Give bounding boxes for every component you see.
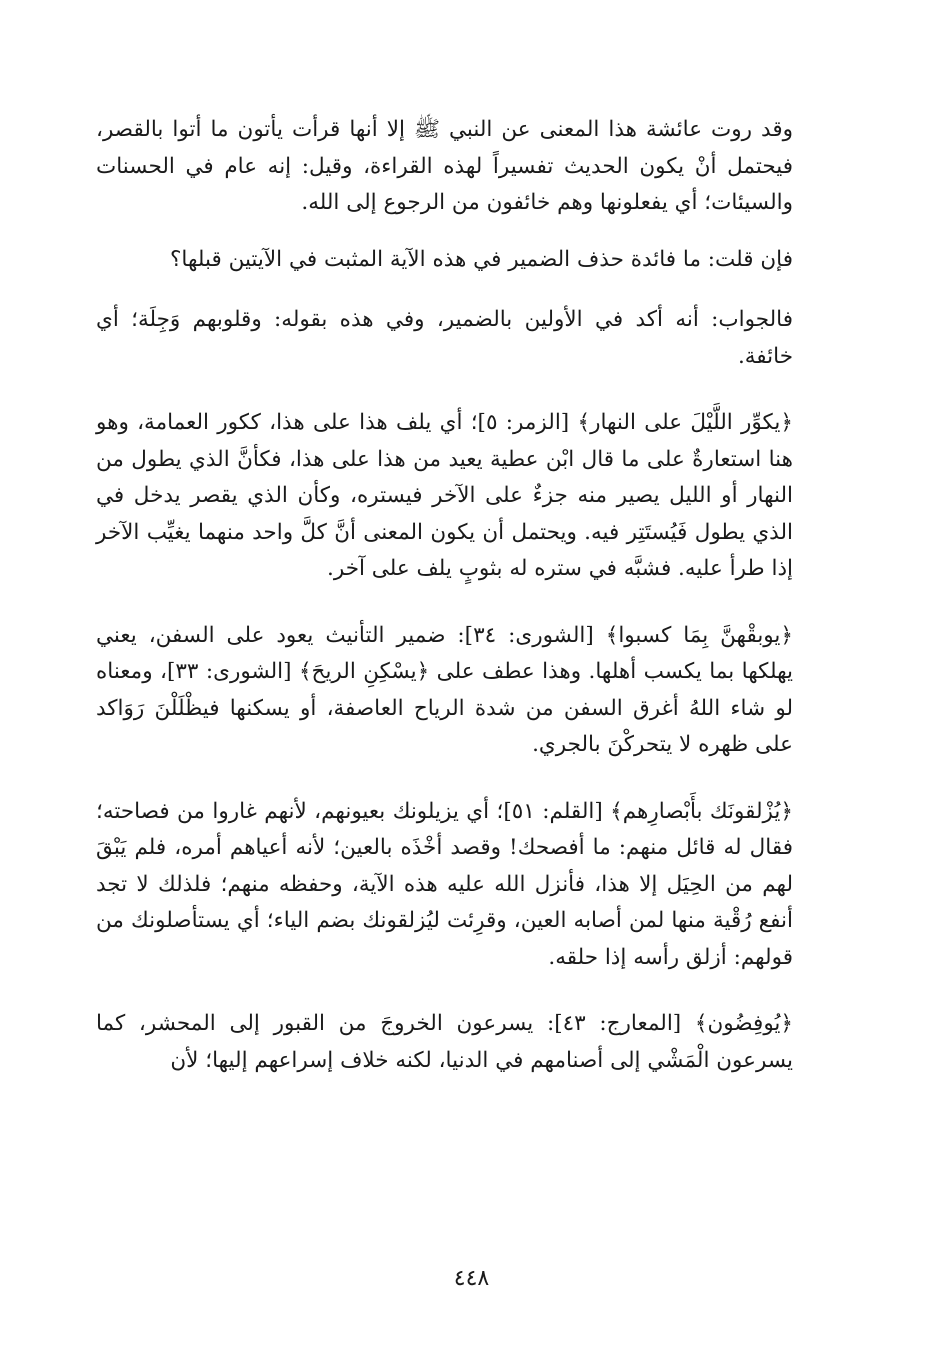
paragraph-yubiqhunna: ﴿يوبقْهنَّ بِمَا كسبوا﴾ [الشورى: ٣٤]: ضمير التأنيث يعود على السفن، يعني يهلكها بما يكسب أهلها. وهذا عطف على ﴿يسْكِنِ الريحَ﴾ [الشورى: ٣٣]، ومعناه لو شاء اللهُ أغرق السفن من شدة الرياح العاصفة، أو يسكنها فيظْلَلْنَ رَوَاكد على ظهره لا يتحركْنَ بالجري. [96,622,793,757]
paragraph-answer: فالجواب: أنه أكد في الأولين بالضمير، وفي هذه بقوله: وقلوبهم وَجِلَة؛ أي خائفة. [96,307,793,369]
paragraph-yuzliqunak: ﴿يُزْلقونَك بأَبْصارِهم﴾ [القلم: ٥١]؛ أي يزيلونك بعيونهم، لأنهم غاروا من فصاحته؛ فقال له قائل منهم: ما أفصحك! وقصد أخْذَه بالعين؛ لأنه أعياهم أمره، فلم يَبْقَ لهم من الحِيَل إلا هذا، فأنزل الله عليه هذه الآية، وحفظه منهم؛ فلذلك لا تجد أنفع رُقْية منها لمن أصابه العين، وقرِئت ليُزلقونك بضم الياء؛ أي يستأصلونك من قولهم: أزلق رأسه إذا حلقه. [96,798,793,970]
paragraph-yukawwir: ﴿يكوِّر اللَّيْلَ على النهار﴾ [الزمر: ٥]؛ أي يلف هذا على هذا، ككور العمامة، وهو هنا استعارةٌ على ما قال ابْن عطية يعيد من هذا على هذا، فكأنَّ الذي يطول من النهار أو الليل يصير منه جزءٌ على الآخر فيستره، وكأن الذي يقصر يدخل في الذي يطول فَيُستَتِر فيه. ويحتمل أن يكون المعنى أنَّ كلَّ واحد منهما يغيِّب الآخر إذا طرأ عليه. فشبَّه في ستره له بثوبٍ يلف على آخر. [96,410,793,581]
paragraph-aisha-reading: وقد روت عائشة هذا المعنى عن النبي ﷺ إلا أنها قرأت يأتون ما أتوا بالقصر، فيحتمل أنْ يكون الحديث تفسيراً لهذه القراءة، وقيل: إنه عام في الحسنات والسيئات؛ أي يفعلونها وهم خائفون من الرجوع إلى الله. [96,117,793,215]
page-number: ٤٤٨ [453,1266,490,1291]
page-body [96,112,793,1079]
paragraph-yufidun: ﴿يُوفِضُون﴾ [المعارج: ٤٣]: يسرعون الخروجَ من القبور إلى المحشر، كما يسرعون الْمَشْي إلى أصنامهم في الدنيا، لكنه خلاف إسراعهم إليها؛ لأن [96,1011,794,1073]
paragraph-question: فإن قلت: ما فائدة حذف الضمير في هذه الآية المثبت في الآيتين قبلها؟ [169,246,793,272]
